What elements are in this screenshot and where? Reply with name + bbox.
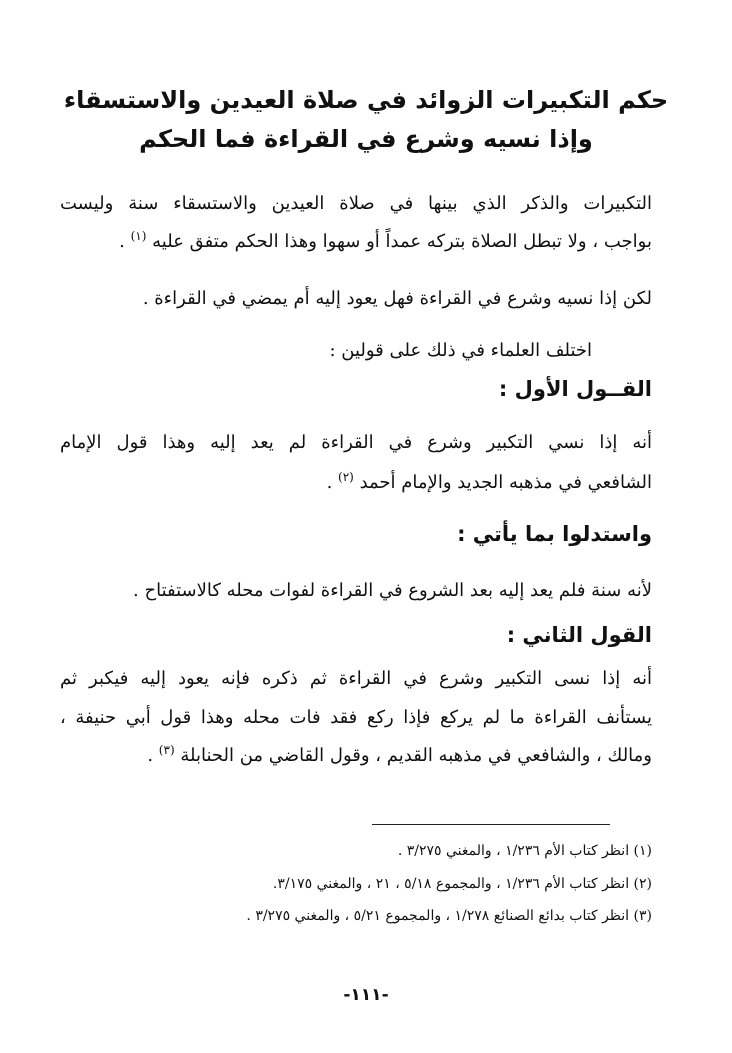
intro-line-2-text: بواجب ، ولا تبطل الصلاة بتركه عمداً أو سهوا وهذا الحكم متفق عليه: [152, 231, 652, 252]
first-opinion-line-2: [60, 467, 652, 499]
intro-line-2-end: .: [119, 231, 131, 252]
first-opinion-line-1: أنه إذا نسي التكبير وشرع في القراءة لم يعد إليه وهذا قول الإمام: [60, 432, 652, 453]
evidence-heading: واستدلوا بما يأتي :: [457, 522, 652, 546]
second-opinion-line-3: [60, 740, 652, 772]
page-title-line-2: وإذا نسيه وشرع في القراءة فما الحكم: [139, 125, 593, 153]
page-title-line-1: حكم التكبيرات الزوائد في صلاة العيدين والاستسقاء: [63, 86, 669, 114]
first-opinion-line-2-end: .: [326, 472, 339, 493]
second-opinion-line-2: يستأنف القراءة ما لم يركع فإذا ركع فقد فات محله وهذا قول أبي حنيفة ،: [60, 707, 652, 728]
footnote-3: (٣) انظر كتاب بدائع الصنائع ١/٢٧٨ ، والمجموع ٥/٢١ ، والمغني ٣/٢٧٥ .: [246, 908, 652, 924]
footnote-ref-2: (٢): [338, 470, 354, 484]
second-opinion-line-1: أنه إذا نسى التكبير وشرع في القراءة ثم ذكره فإنه يعود إليه فيكبر ثم: [60, 668, 652, 689]
first-opinion-heading: القــول الأول :: [498, 377, 652, 401]
second-opinion-line-3-end: .: [147, 745, 159, 766]
footnote-1: (١) انظر كتاب الأم ١/٢٣٦ ، والمغني ٣/٢٧٥ .: [397, 843, 652, 859]
question-paragraph: لكن إذا نسيه وشرع في القراءة فهل يعود إليه أم يمضي في القراءة .: [142, 288, 652, 309]
evidence-paragraph: لأنه سنة فلم يعد إليه بعد الشروع في القراءة لفوات محله كالاستفتاح .: [133, 580, 652, 601]
first-opinion-line-2-text: الشافعي في مذهبه الجديد والإمام أحمد: [359, 472, 652, 493]
footnote-divider: [372, 824, 610, 825]
intro-line-2: [60, 226, 652, 258]
second-opinion-line-3-text: ومالك ، والشافعي في مذهبه القديم ، وقول القاضي من الحنابلة: [180, 745, 652, 766]
footnote-ref-1: (١): [130, 229, 147, 243]
page-number: -١١١-: [343, 985, 389, 1005]
disagreement-paragraph: اختلف العلماء في ذلك على قولين :: [329, 340, 592, 361]
footnote-2: (٢) انظر كتاب الأم ١/٢٣٦ ، والمجموع ٥/١٨ ، ٢١ ، والمغني ٣/١٧٥.: [272, 876, 652, 892]
intro-line-1: التكبيرات والذكر الذي بينها في صلاة العيدين والاستسقاء سنة وليست: [60, 193, 652, 214]
second-opinion-heading: القول الثاني :: [506, 623, 652, 647]
footnote-ref-3: (٣): [158, 743, 175, 757]
